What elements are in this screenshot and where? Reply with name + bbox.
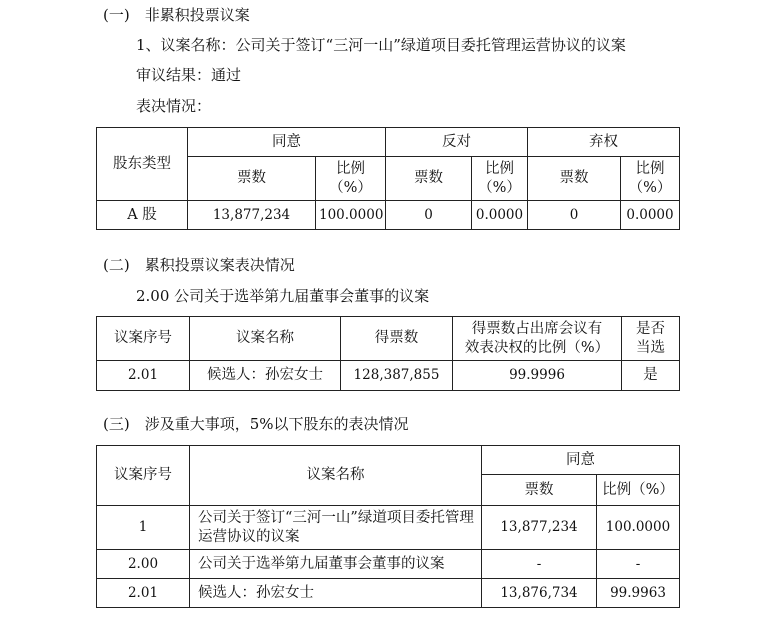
- cell-abstain-ratio: 0.0000: [621, 201, 680, 230]
- section1-heading: (一) 非累积投票议案: [103, 6, 250, 24]
- header-ratio: [453, 317, 622, 361]
- cell-oppose-ratio: 0.0000: [472, 201, 528, 230]
- section3-vote-table: [96, 445, 680, 608]
- ratio-label-line1: 比例: [485, 160, 514, 177]
- header-abstain-ratio: [621, 157, 680, 201]
- header-agree-votes: 票数: [188, 157, 316, 201]
- cell-oppose-votes: 0: [386, 201, 472, 230]
- table-row: [97, 506, 680, 550]
- header-elected-line1: 是否: [636, 320, 665, 337]
- header-ratio-line2: 效表决权的比例（%）: [464, 339, 610, 356]
- cell-type: A 股: [97, 201, 188, 230]
- header-elected: [622, 317, 680, 361]
- cell-seq: 2.01: [97, 361, 190, 391]
- table-row: [97, 550, 680, 579]
- cell-seq: 2.00: [97, 550, 190, 579]
- cell-name: 候选人：孙宏女士: [190, 361, 341, 391]
- section1-vote-label: 表决情况：: [136, 97, 212, 115]
- header-ratio: 比例（%）: [597, 475, 680, 506]
- header-name: 议案名称: [190, 446, 482, 506]
- header-abstain-votes: 票数: [528, 157, 621, 201]
- header-elected-line2: 当选: [636, 339, 665, 356]
- header-agree: 同意: [188, 128, 386, 157]
- cell-ratio: -: [597, 550, 680, 579]
- cell-name: 公司关于签订“三河一山”绿道项目委托管理运营协议的议案: [190, 506, 482, 550]
- cell-votes: -: [482, 550, 597, 579]
- header-shareholder-type: 股东类型: [97, 128, 188, 201]
- header-oppose: 反对: [386, 128, 528, 157]
- cell-agree-ratio: 100.0000: [316, 201, 386, 230]
- header-votes: 票数: [482, 475, 597, 506]
- section1-vote-table: [96, 127, 680, 230]
- table-row: [97, 201, 680, 230]
- header-agree: 同意: [482, 446, 680, 475]
- cell-seq: 2.01: [97, 579, 190, 608]
- section1-item-title: 1、议案名称：公司关于签订“三河一山”绿道项目委托管理运营协议的议案: [136, 36, 626, 54]
- section3-heading: (三) 涉及重大事项，5%以下股东的表决情况: [103, 415, 409, 433]
- header-oppose-votes: 票数: [386, 157, 472, 201]
- header-name: 议案名称: [190, 317, 341, 361]
- section1-result: 审议结果：通过: [136, 66, 242, 84]
- cell-ratio: 100.0000: [597, 506, 680, 550]
- ratio-label-line2: （%）: [478, 179, 521, 196]
- cell-agree-votes: 13,877,234: [188, 201, 316, 230]
- header-agree-ratio: 比例（%）: [316, 157, 386, 201]
- header-seq: 议案序号: [97, 446, 190, 506]
- cell-ratio: 99.9963: [597, 579, 680, 608]
- section2-item-title: 2.00 公司关于选举第九届董事会董事的议案: [136, 287, 430, 305]
- cell-elected: 是: [622, 361, 680, 391]
- cell-name: 公司关于选举第九届董事会董事的议案: [190, 550, 482, 579]
- table-row: [97, 361, 680, 391]
- section2-vote-table: [96, 316, 680, 391]
- header-oppose-ratio: [472, 157, 528, 201]
- cell-abstain-votes: 0: [528, 201, 621, 230]
- header-votes: 得票数: [341, 317, 453, 361]
- header-seq: 议案序号: [97, 317, 190, 361]
- ratio-label-line1: 比例: [635, 160, 665, 177]
- section2-heading: (二) 累积投票议案表决情况: [103, 256, 295, 274]
- cell-votes: 128,387,855: [341, 361, 453, 391]
- header-ratio-line1: 得票数占出席会议有: [471, 320, 603, 337]
- cell-votes: 13,876,734: [482, 579, 597, 608]
- table-row: [97, 579, 680, 608]
- cell-votes: 13,877,234: [482, 506, 597, 550]
- ratio-label-line2: （%）: [628, 179, 672, 196]
- cell-seq: 1: [97, 506, 190, 550]
- cell-name: 候选人：孙宏女士: [190, 579, 482, 608]
- header-abstain: 弃权: [528, 128, 680, 157]
- cell-ratio: 99.9996: [453, 361, 622, 391]
